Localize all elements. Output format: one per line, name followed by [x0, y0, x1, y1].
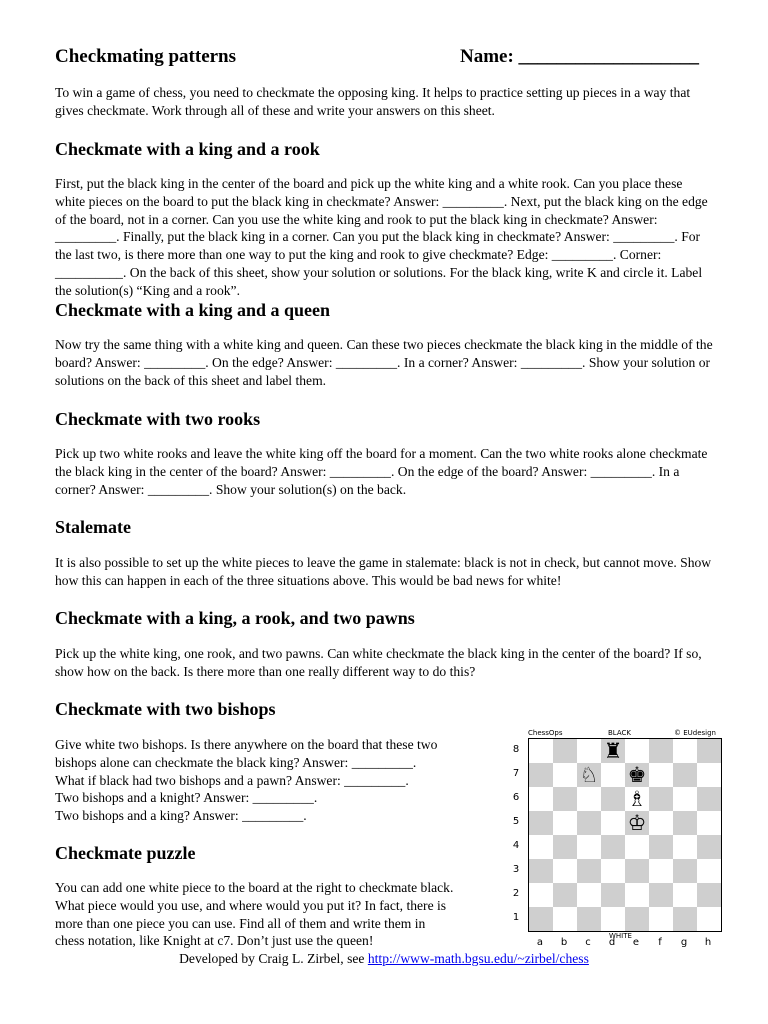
board-square-f2: [649, 883, 673, 907]
board-square-c1: [577, 907, 601, 931]
board-square-c2: [577, 883, 601, 907]
board-square-g7: [673, 763, 697, 787]
board-square-d3: [601, 859, 625, 883]
title-row: [55, 46, 720, 76]
text-line: bishops alone can checkmate the black king? Answer: _________.: [55, 754, 417, 770]
board-square-h3: [697, 859, 721, 883]
footer-text: Developed by Craig L. Zirbel, see: [179, 951, 368, 966]
board-square-c7: [577, 763, 601, 787]
board-square-d8: [601, 739, 625, 763]
board-square-f1: [649, 907, 673, 931]
white-king-icon: ♔: [627, 811, 647, 835]
board-square-g2: [673, 883, 697, 907]
board-square-g3: [673, 859, 697, 883]
board-square-b6: [553, 787, 577, 811]
section-heading-puzzle: Checkmate puzzle: [55, 843, 196, 863]
rank-label: 6: [512, 792, 520, 803]
board-square-f7: [649, 763, 673, 787]
board-square-a5: [529, 811, 553, 835]
intro-paragraph: To win a game of chess, you need to checkmate the opposing king. It helps to practice setting up pieces in a way that gives checkmate. Work through all of these and write your answers on this sheet.: [55, 85, 691, 118]
board-square-h2: [697, 883, 721, 907]
board-square-h8: [697, 739, 721, 763]
board-header-right: © EUdesign: [674, 729, 716, 737]
board-square-h7: [697, 763, 721, 787]
board-square-c8: [577, 739, 601, 763]
section-text-two-bishops: [55, 736, 490, 825]
board-square-d4: [601, 835, 625, 859]
board-square-b1: [553, 907, 577, 931]
board-square-b7: [553, 763, 577, 787]
board-square-a1: [529, 907, 553, 931]
chess-board-diagram: [506, 729, 718, 951]
rank-label: 5: [512, 816, 520, 827]
text-line: What if black had two bishops and a pawn? Answer: _________.: [55, 772, 409, 788]
section-text-king-rook: First, put the black king in the center of the board and pick up the white king and a white rook. Can you place these white pieces on the board to put the black king in checkmate? Answer: _________. Next, put the black king on the edge of the board, not in a corner. Can you use the white king and rook to put the black king in checkmate? Answer: _________. Finally, put the black king in a corner. Can you put the black king in checkmate? Answer: _________. For the last two, is there more than one way to put the king and rook to give checkmate? Edge: _________. Corner: __________. On the back of this sheet, show your solution or solutions. For the black king, write K and circle it. Label the solution(s) “King and a rook”.: [55, 176, 708, 298]
board-square-h1: [697, 907, 721, 931]
board-square-e8: [625, 739, 649, 763]
board-square-g8: [673, 739, 697, 763]
black-king-icon: ♚: [627, 763, 647, 787]
board-square-e7: [625, 763, 649, 787]
rank-label: 4: [512, 840, 520, 851]
text-line: Give white two bishops. Is there anywhere on the board that these two: [55, 737, 438, 752]
board-square-b4: [553, 835, 577, 859]
board-square-e4: [625, 835, 649, 859]
board-square-d1: [601, 907, 625, 931]
section-heading-two-bishops: Checkmate with two bishops: [55, 699, 276, 719]
footer: [0, 951, 768, 967]
board-square-e3: [625, 859, 649, 883]
file-label: e: [632, 937, 640, 948]
section-heading-king-queen: Checkmate with a king and a queen: [55, 300, 331, 320]
text-line: more than one piece you can use. Find all of them and write them in: [55, 915, 426, 931]
text-line: chess notation, like Knight at c7. Don’t just use the queen!: [55, 933, 374, 949]
file-label: a: [536, 937, 544, 948]
board-square-c4: [577, 835, 601, 859]
section-heading-king-rook-pawns: Checkmate with a king, a rook, and two pawns: [55, 608, 415, 628]
board-square-b8: [553, 739, 577, 763]
rank-label: 1: [512, 912, 520, 923]
board-square-h4: [697, 835, 721, 859]
board-square-f4: [649, 835, 673, 859]
rank-label: 8: [512, 744, 520, 755]
chess-board: [528, 738, 722, 932]
board-square-b3: [553, 859, 577, 883]
name-field-label: Name: ___________________: [460, 46, 700, 67]
board-square-a8: [529, 739, 553, 763]
board-square-a3: [529, 859, 553, 883]
rank-label: 2: [512, 888, 520, 899]
section-text-two-rooks: Pick up two white rooks and leave the white king off the board for a moment. Can the two white rooks alone checkmate the black king in the center of the board? Answer: _________. On the edge of the board? Answer: _________. In a corner? Answer: _________. Show your solution(s) on the back.: [55, 446, 708, 497]
text-line: You can add one white piece to the board at the right to checkmate black.: [55, 880, 454, 895]
board-square-a7: [529, 763, 553, 787]
board-square-g6: [673, 787, 697, 811]
board-square-h5: [697, 811, 721, 835]
board-square-d5: [601, 811, 625, 835]
board-square-e5: [625, 811, 649, 835]
board-square-c5: [577, 811, 601, 835]
rank-label: 7: [512, 768, 520, 779]
file-label: g: [680, 937, 688, 948]
file-label: h: [704, 937, 712, 948]
board-square-f8: [649, 739, 673, 763]
board-square-g4: [673, 835, 697, 859]
white-knight-icon: ♘: [579, 763, 599, 787]
board-square-d2: [601, 883, 625, 907]
board-square-a2: [529, 883, 553, 907]
section-text-puzzle: [55, 879, 490, 950]
board-square-e1: [625, 907, 649, 931]
board-header-black: BLACK: [608, 729, 632, 737]
board-square-a6: [529, 787, 553, 811]
board-header-left: ChessOps: [528, 729, 563, 737]
board-square-f6: [649, 787, 673, 811]
rank-label: 3: [512, 864, 520, 875]
board-square-f5: [649, 811, 673, 835]
black-rook-icon: ♜: [603, 739, 623, 763]
text-line: Two bishops and a king? Answer: _________.: [55, 808, 307, 824]
board-square-d6: [601, 787, 625, 811]
board-square-e6: [625, 787, 649, 811]
section-text-king-queen: Now try the same thing with a white king and queen. Can these two pieces checkmate the black king in the middle of the board? Answer: _________. On the edge? Answer: _________. In a corner? Answer: _________. Show your solution or solutions on the back of this sheet and label them.: [55, 337, 713, 388]
board-square-d7: [601, 763, 625, 787]
board-square-g1: [673, 907, 697, 931]
file-label: c: [585, 937, 591, 948]
board-square-c6: [577, 787, 601, 811]
board-square-g5: [673, 811, 697, 835]
section-heading-stalemate: Stalemate: [55, 517, 131, 537]
board-footer-white: WHITE: [609, 932, 632, 940]
footer-link[interactable]: http://www-math.bgsu.edu/~zirbel/chess: [367, 951, 589, 966]
board-square-c3: [577, 859, 601, 883]
section-text-king-rook-pawns: Pick up the white king, one rook, and two pawns. Can white checkmate the black king in the center of the board? If so, show how on the back. Is there more than one really different way to do this?: [55, 646, 702, 679]
section-heading-king-rook: Checkmate with a king and a rook: [55, 139, 320, 159]
board-square-f3: [649, 859, 673, 883]
board-square-b2: [553, 883, 577, 907]
text-line: Two bishops and a knight? Answer: _________.: [55, 790, 318, 806]
text-line: What piece would you use, and where would you put it? In fact, there is: [55, 897, 447, 913]
white-bishop-icon: ♗: [627, 787, 647, 811]
board-square-b5: [553, 811, 577, 835]
board-square-e2: [625, 883, 649, 907]
board-square-a4: [529, 835, 553, 859]
page-title: Checkmating patterns: [55, 46, 237, 67]
file-label: f: [658, 937, 662, 948]
file-label: b: [560, 937, 568, 948]
file-label: d: [608, 937, 616, 948]
board-square-h6: [697, 787, 721, 811]
section-heading-two-rooks: Checkmate with two rooks: [55, 409, 261, 429]
section-text-stalemate: It is also possible to set up the white pieces to leave the game in stalemate: black is not in check, but cannot move. Show how this can happen in each of the three situations above. This would be bad news for white!: [55, 555, 712, 588]
